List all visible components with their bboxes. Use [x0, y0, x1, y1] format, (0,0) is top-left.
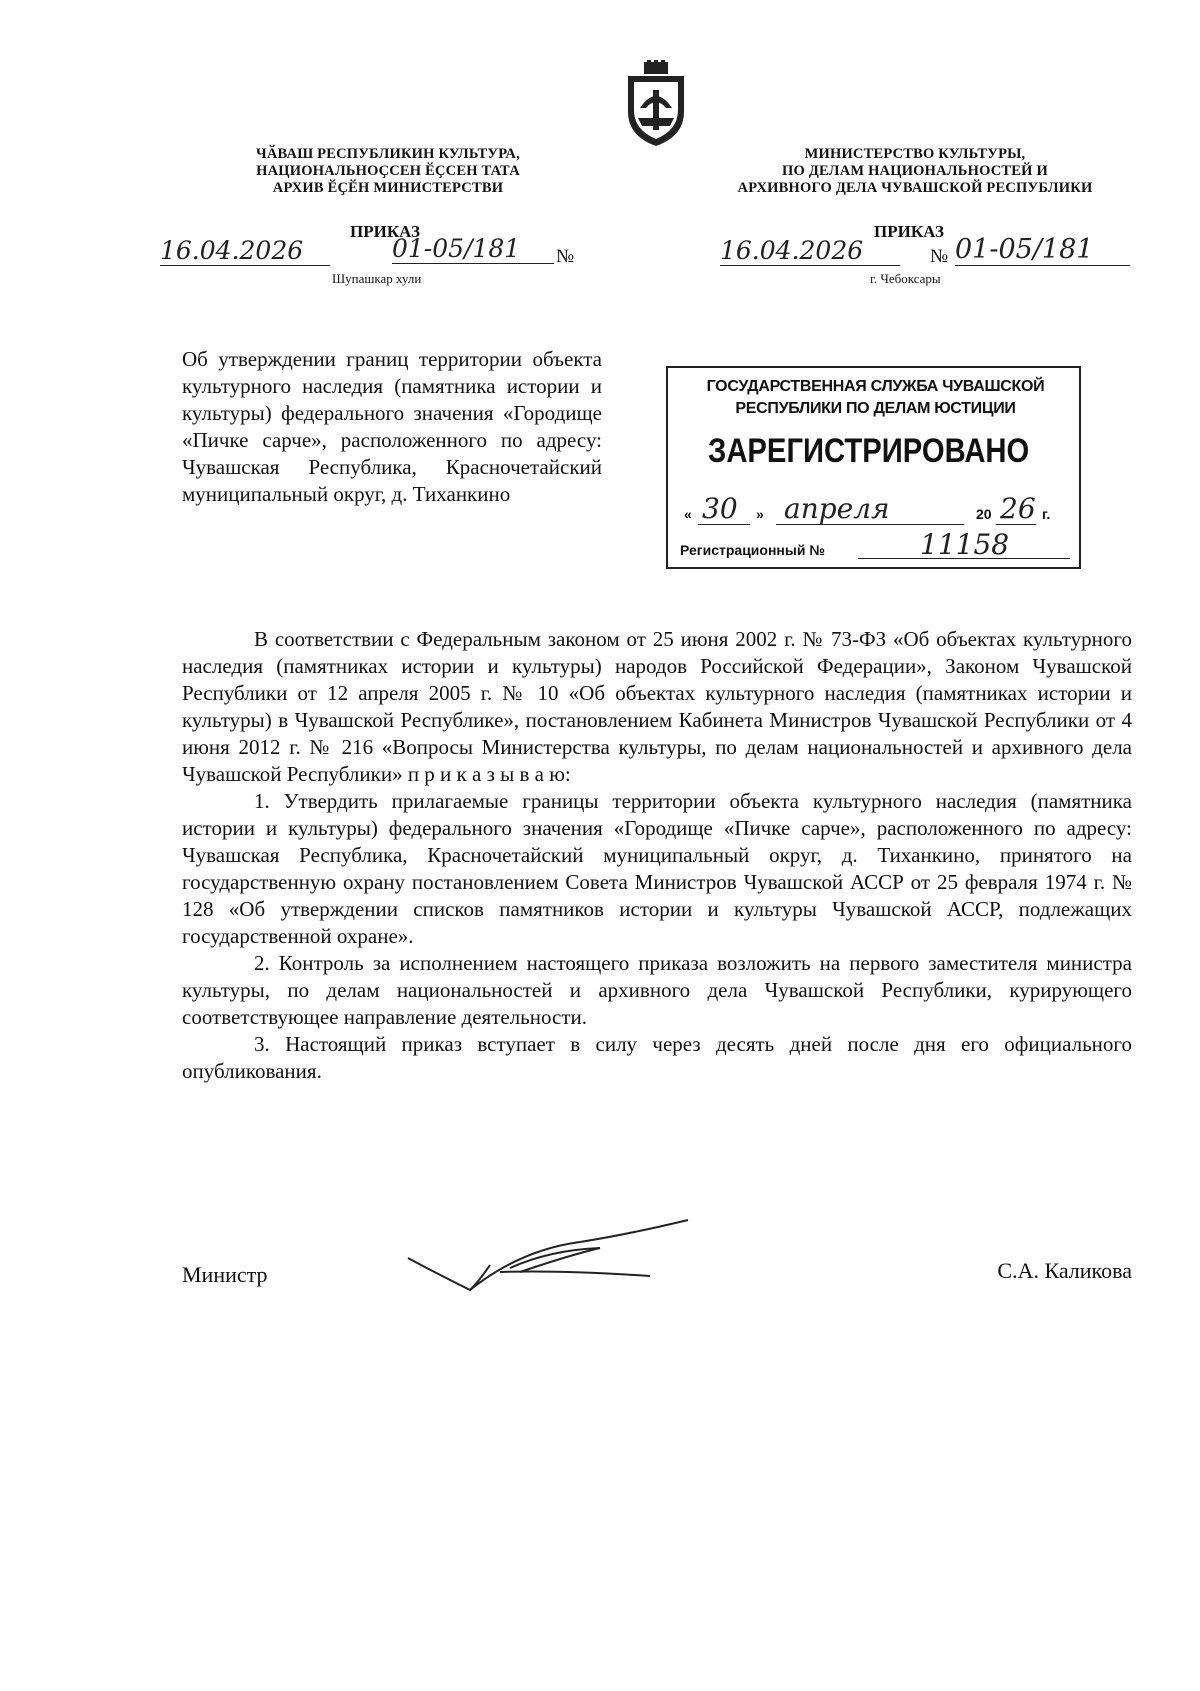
signatory-name: С.А. Каликова	[997, 1258, 1132, 1283]
registration-stamp	[666, 366, 1081, 569]
body-paragraph-preamble: В соответствии с Федеральным законом от 25 июня 2002 г. № 73-ФЗ «Об объектах культурного наследия (памятниках истории и культуры) народов Российской Федерации», Законом Чувашской Республики от 12 апреля 2005 г. № 10 «Об объектах культурного наследия (памятниках истории и культуры) в Чувашской Республике», постановлением Кабинета Министров Чувашской Республики от 4 июня 2012 г. № 216 «Вопросы Министерства культуры, по делам национальностей и архивного дела Чувашской Республики» п р и к а з ы в а ю:	[182, 627, 1132, 786]
left-org-line-3: АРХИВ ӖҪӖН МИНИСТЕРСТВИ	[272, 180, 504, 196]
left-prikaz-date: 16.04.2026	[160, 236, 330, 266]
left-organization-name	[228, 146, 548, 197]
stamp-registration-row	[680, 528, 1075, 562]
right-prikaz-heading: ПРИКАЗ	[874, 222, 944, 241]
stamp-quote-close: »	[756, 506, 764, 522]
stamp-year-unit: г.	[1042, 506, 1051, 522]
stamp-date-row	[680, 492, 1075, 528]
signatory-position: Министр	[182, 1262, 268, 1287]
stamp-day: 30	[702, 492, 738, 525]
stamp-service-name	[676, 376, 1075, 420]
left-org-line-2: НАЦИОНАЛЬНОҪСЕН ӖҪСЕН ТАТА	[256, 163, 520, 179]
right-prikaz-number: 01-05/181	[955, 234, 1130, 266]
body-paragraph-1: 1. Утвердить прилагаемые границы территории объекта культурного наследия (памятника истории и культуры) федерального значения «Городище «Пичке сарче», расположенного по адресу: Чувашская Республика, Красночетайский муниципальный округ, д. Тиханкино, принятого на государственную охрану постановлением Совета Министров Чувашской АССР от 25 февраля 1974 г. № 128 «Об утверждении списков памятников истории и культуры Чувашской АССР, подлежащих государственной охране».	[182, 789, 1132, 948]
document-title: Об утверждении границ территории объекта культурного наследия (памятника истории и культуры) федерального значения «Городище «Пичке сарче», расположенного по адресу: Чувашская Республика, Красночетайский муниципальный округ, д. Тиханкино	[182, 347, 602, 506]
right-org-line-2: ПО ДЕЛАМ НАЦИОНАЛЬНОСТЕЙ И	[782, 163, 1048, 179]
stamp-registered: ЗАРЕГИСТРИРОВАНО	[708, 432, 1030, 470]
right-organization-name	[720, 146, 1110, 197]
body-paragraph-2: 2. Контроль за исполнением настоящего приказа возложить на первого заместителя министра культуры, по делам национальностей и архивного дела Чувашской Республики, курирующего соответствующее направление деятельности.	[182, 951, 1132, 1029]
stamp-service-line-1: ГОСУДАРСТВЕННАЯ СЛУЖБА ЧУВАШСКОЙ	[706, 378, 1045, 395]
document-body	[182, 626, 1132, 1085]
handwritten-signature	[400, 1210, 700, 1300]
stamp-year-prefix: 20	[976, 506, 992, 522]
left-number-sign: №	[556, 246, 575, 267]
right-number-sign: №	[930, 246, 949, 267]
right-prikaz-date: 16.04.2026	[720, 236, 900, 266]
left-place: Шупашкар хули	[332, 271, 422, 286]
stamp-registration-number: 11158	[920, 528, 1010, 561]
right-place: г. Чебоксары	[870, 271, 941, 286]
stamp-service-line-2: РЕСПУБЛИКИ ПО ДЕЛАМ ЮСТИЦИИ	[735, 400, 1016, 417]
right-org-line-1: МИНИСТЕРСТВО КУЛЬТУРЫ,	[804, 146, 1026, 162]
stamp-month: апреля	[784, 492, 890, 525]
stamp-quote-open: «	[684, 506, 692, 522]
body-paragraph-3: 3. Настоящий приказ вступает в силу через десять дней после дня его официального опубликования.	[182, 1032, 1132, 1083]
stamp-registration-label: Регистрационный №	[680, 542, 825, 558]
right-org-line-3: АРХИВНОГО ДЕЛА ЧУВАШСКОЙ РЕСПУБЛИКИ	[737, 180, 1093, 196]
left-prikaz-heading: ПРИКАЗ	[350, 222, 420, 241]
stamp-year-suffix: 26	[1000, 492, 1036, 525]
left-prikaz-number: 01-05/181	[392, 234, 554, 264]
coat-of-arms-emblem	[620, 60, 692, 148]
left-org-line-1: ЧӐВАШ РЕСПУБЛИКИН КУЛЬТУРА,	[256, 146, 520, 162]
